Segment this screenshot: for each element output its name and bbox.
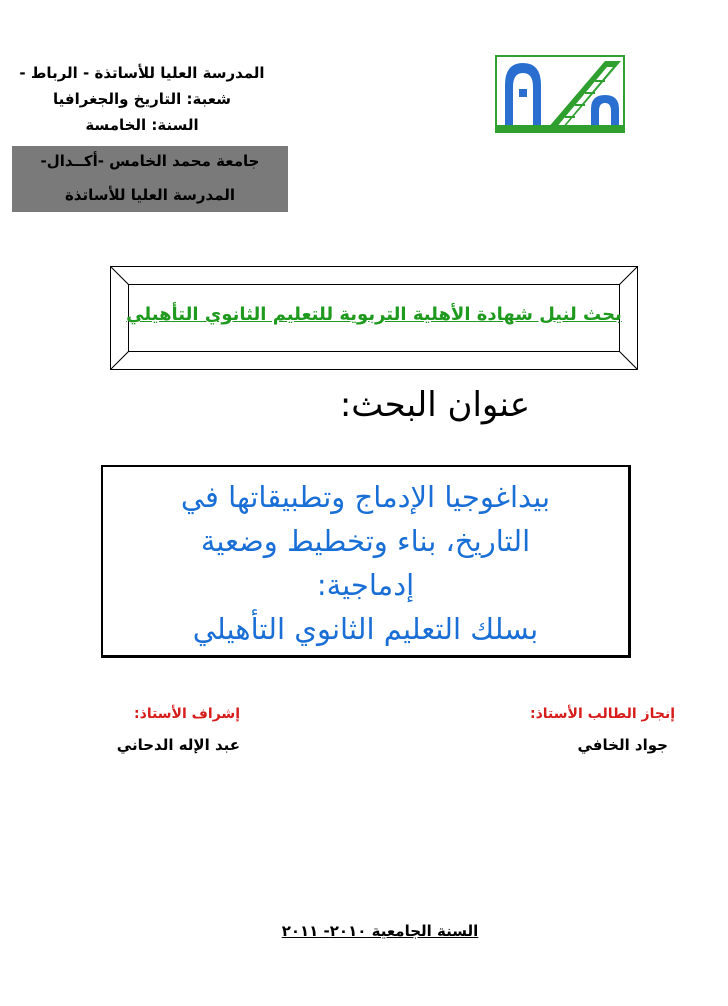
supervisor-name: عبد الإله الدحاني (116, 736, 240, 754)
student-label: إنجاز الطالب الأستاذ: (530, 706, 675, 722)
research-title-line-3: إدماجية: (316, 568, 415, 602)
degree-statement: بحث لنيل شهادة الأهلية التربوية للتعليم الثانوي التأهيلي (126, 304, 622, 325)
school-name-line: المدرسة العليا للأساتذة - الرباط - (19, 64, 265, 82)
research-title-line-1: بيداغوجيا الإدماج وتطبيقاتها في (180, 480, 551, 514)
university-name: جامعة محمد الخامس -أكــدال- (40, 152, 260, 170)
university-box (12, 146, 288, 212)
school-logo (495, 55, 625, 133)
research-title-line-2: التاريخ، بناء وتخطيط وضعية (200, 524, 531, 558)
academic-year: السنة الجامعية ٢٠١٠- ٢٠١١ (281, 922, 479, 940)
research-title-box (101, 465, 631, 658)
logo-emblem-icon (495, 55, 625, 133)
school-name-box: المدرسة العليا للأساتذة (64, 186, 236, 204)
supervisor-label: إشراف الأستاذ: (134, 706, 240, 722)
year-level-line: السنة: الخامسة (85, 116, 199, 134)
department-line: شعبة: التاريخ والجغرافيا (53, 90, 231, 108)
research-title (113, 475, 618, 651)
student-name: جواد الخافي (577, 736, 668, 754)
research-title-label: عنوان البحث: (339, 385, 530, 425)
research-title-line-4: بسلك التعليم الثانوي التأهيلي (192, 612, 539, 646)
